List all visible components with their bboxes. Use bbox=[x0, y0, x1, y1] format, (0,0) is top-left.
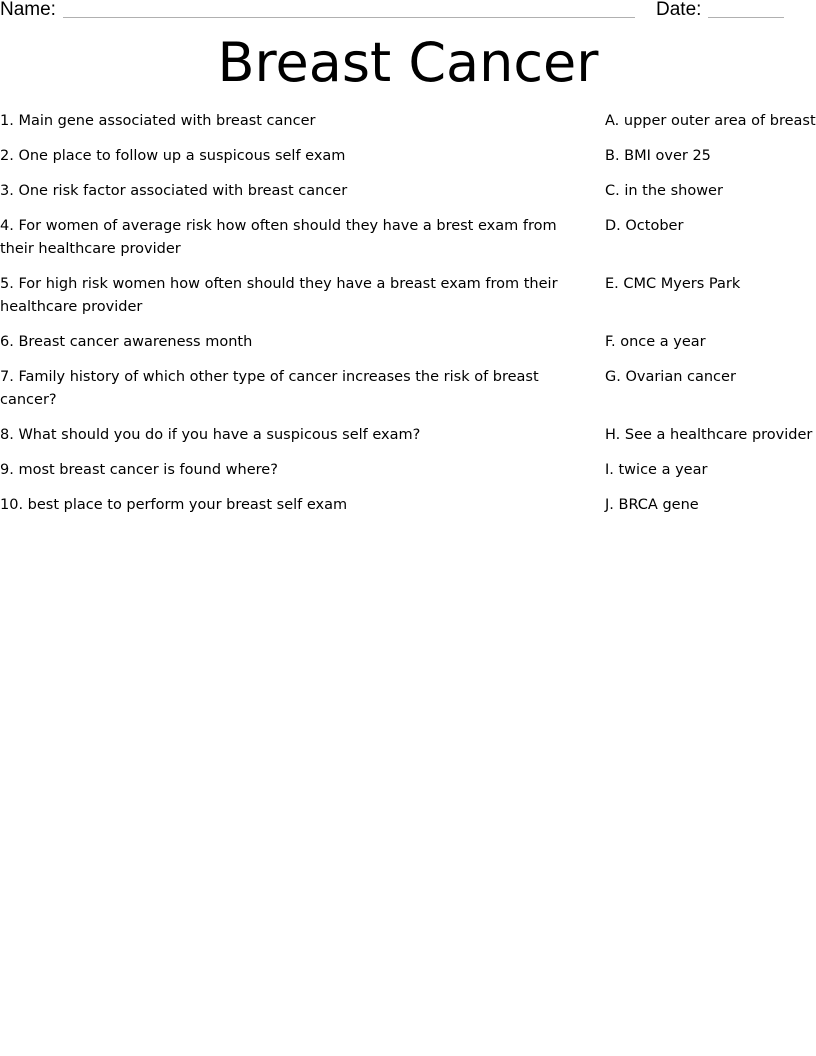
answer-g: G. Ovarian cancer bbox=[605, 369, 736, 385]
answer-e: E. CMC Myers Park bbox=[605, 276, 741, 292]
matching-row bbox=[0, 273, 816, 319]
name-label: Name: bbox=[0, 0, 56, 20]
matching-row bbox=[0, 459, 816, 482]
question-6: 6. Breast cancer awareness month bbox=[0, 334, 253, 350]
question-10: 10. best place to perform your breast self exam bbox=[0, 497, 348, 513]
question-8: 8. What should you do if you have a suspicous self exam? bbox=[0, 427, 421, 443]
date-label: Date: bbox=[656, 0, 702, 20]
date-field-line[interactable] bbox=[708, 17, 784, 18]
question-4: 4. For women of average risk how often should they have a brest exam from their healthcare provider bbox=[0, 218, 557, 257]
matching-row bbox=[0, 424, 816, 447]
name-field-line[interactable] bbox=[63, 17, 635, 18]
answer-a: A. upper outer area of breast bbox=[605, 113, 816, 129]
answer-h: H. See a healthcare provider bbox=[605, 427, 813, 443]
question-5: 5. For high risk women how often should they have a breast exam from their healthcare provider bbox=[0, 276, 558, 315]
worksheet-header bbox=[0, 0, 816, 24]
answer-i: I. twice a year bbox=[605, 462, 708, 478]
matching-row bbox=[0, 331, 816, 354]
matching-row bbox=[0, 145, 816, 168]
matching-list bbox=[0, 110, 816, 529]
matching-row bbox=[0, 110, 816, 133]
answer-f: F. once a year bbox=[605, 334, 706, 350]
matching-row bbox=[0, 494, 816, 517]
answer-d: D. October bbox=[605, 218, 684, 234]
worksheet-title: Breast Cancer bbox=[217, 31, 599, 94]
question-9: 9. most breast cancer is found where? bbox=[0, 462, 278, 478]
answer-c: C. in the shower bbox=[605, 183, 723, 199]
question-2: 2. One place to follow up a suspicous self exam bbox=[0, 148, 346, 164]
matching-row bbox=[0, 215, 816, 261]
question-7: 7. Family history of which other type of cancer increases the risk of breast cancer? bbox=[0, 369, 539, 408]
matching-row bbox=[0, 180, 816, 203]
answer-b: B. BMI over 25 bbox=[605, 148, 711, 164]
question-1: 1. Main gene associated with breast cancer bbox=[0, 113, 316, 129]
matching-row bbox=[0, 366, 816, 412]
question-3: 3. One risk factor associated with breast cancer bbox=[0, 183, 348, 199]
answer-j: J. BRCA gene bbox=[605, 497, 699, 513]
